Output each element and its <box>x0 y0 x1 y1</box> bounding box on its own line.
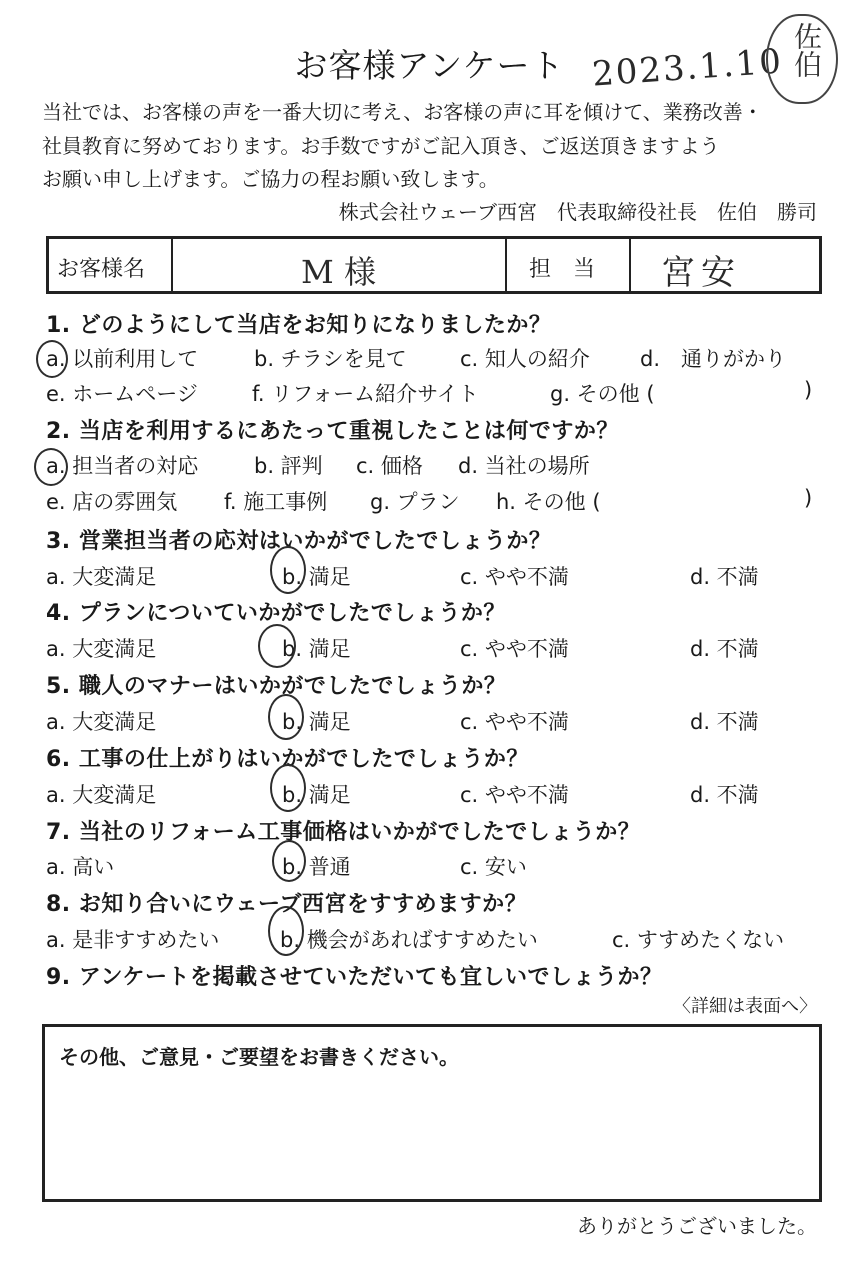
q1-option-e[interactable]: e. ホームページ <box>46 382 198 406</box>
question-9: 9. アンケートを掲載させていただいても宜しいでしょうか？ <box>46 965 663 990</box>
q5-option-b[interactable]: b. 満足 <box>282 710 351 734</box>
customer-info-table <box>46 236 822 294</box>
q7-answer-mark <box>272 840 306 882</box>
q2-option-b[interactable]: b. 評判 <box>254 454 323 478</box>
q3-answer-mark <box>270 546 306 594</box>
q7-option-c[interactable]: c. 安い <box>460 855 527 879</box>
intro-line-1: 当社では、お客様の声を一番大切に考え、お客様の声に耳を傾けて、業務改善・ <box>42 100 763 124</box>
company-signature: 株式会社ウェーブ西宮 代表取締役社長 佐伯 勝司 <box>338 200 817 224</box>
q3-option-a[interactable]: a. 大変満足 <box>46 565 157 589</box>
customer-name-label: お客様名 <box>57 257 146 282</box>
q6-option-c[interactable]: c. やや不満 <box>460 783 569 807</box>
q2-option-h-close: ) <box>804 486 813 510</box>
question-2: 2. 当店を利用するにあたって重視したことは何ですか？ <box>46 419 619 444</box>
staff-label: 担 当 <box>529 257 596 282</box>
q8-answer-mark <box>268 906 304 956</box>
customer-name-label-cell <box>49 239 173 291</box>
q2-option-d[interactable]: d. 当社の場所 <box>458 454 590 478</box>
intro-line-2: 社員教育に努めております。お手数ですがご記入頂き、ご返送頂きますよう <box>42 134 720 158</box>
staff-label-cell <box>507 239 631 291</box>
question-6: 6. 工事の仕上がりはいかがでしたでしょうか？ <box>46 747 529 772</box>
q4-option-d[interactable]: d. 不満 <box>690 637 759 661</box>
question-8: 8. お知り合いにウェーブ西宮をすすめますか？ <box>46 892 528 917</box>
comments-box[interactable] <box>42 1024 822 1202</box>
q1-option-g-close: ) <box>804 378 813 402</box>
q1-option-a[interactable]: a. 以前利用して <box>46 347 199 371</box>
q8-option-c[interactable]: c. すすめたくない <box>612 928 785 952</box>
q1-option-g[interactable]: g. その他 ( <box>550 382 655 406</box>
question-7: 7. 当社のリフォーム工事価格はいかがでしたでしょうか？ <box>46 820 641 845</box>
q4-answer-mark <box>258 624 296 668</box>
q6-option-d[interactable]: d. 不満 <box>690 783 759 807</box>
q7-option-b[interactable]: b. 普通 <box>282 855 351 879</box>
q1-answer-mark <box>36 340 68 378</box>
q1-option-c[interactable]: c. 知人の紹介 <box>460 347 590 371</box>
question-3: 3. 営業担当者の応対はいかがでしたでしょうか？ <box>46 529 552 554</box>
q6-option-b[interactable]: b. 満足 <box>282 783 351 807</box>
staff-name-field[interactable] <box>631 239 819 291</box>
q4-option-b[interactable]: b. 満足 <box>282 637 351 661</box>
q6-answer-mark <box>270 764 306 812</box>
seal-stamp-text: 佐伯 <box>790 22 823 78</box>
survey-title: お客様アンケート <box>294 46 565 85</box>
staff-name-value: 宮安 <box>661 253 741 293</box>
q1-option-d[interactable]: d. 通りがかり <box>640 347 787 371</box>
q5-option-a[interactable]: a. 大変満足 <box>46 710 157 734</box>
q9-note: 〈詳細は表面へ〉 <box>673 996 817 1017</box>
q3-option-d[interactable]: d. 不満 <box>690 565 759 589</box>
q2-option-a[interactable]: a. 担当者の対応 <box>46 454 199 478</box>
handwritten-date: 2023.1.10 <box>590 41 785 95</box>
q6-option-a[interactable]: a. 大変満足 <box>46 783 157 807</box>
q5-option-d[interactable]: d. 不満 <box>690 710 759 734</box>
q4-option-a[interactable]: a. 大変満足 <box>46 637 157 661</box>
q3-option-b[interactable]: b. 満足 <box>282 565 351 589</box>
thanks-text: ありがとうございました。 <box>577 1214 817 1238</box>
customer-name-value: M 様 <box>301 253 376 291</box>
seal-stamp <box>766 14 838 104</box>
q5-answer-mark <box>268 694 304 740</box>
q1-option-b[interactable]: b. チラシを見て <box>254 347 407 371</box>
q3-option-c[interactable]: c. やや不満 <box>460 565 569 589</box>
customer-name-field[interactable] <box>173 239 507 291</box>
q2-option-e[interactable]: e. 店の雰囲気 <box>46 490 178 514</box>
q5-option-c[interactable]: c. やや不満 <box>460 710 569 734</box>
intro-line-3: お願い申し上げます。ご協力の程お願い致します。 <box>42 167 499 191</box>
q2-option-f[interactable]: f. 施工事例 <box>224 490 328 514</box>
q2-answer-mark <box>34 448 68 486</box>
q2-option-h[interactable]: h. その他 ( <box>496 490 601 514</box>
q1-option-f[interactable]: f. リフォーム紹介サイト <box>252 382 479 406</box>
q2-option-c[interactable]: c. 価格 <box>356 454 423 478</box>
q8-option-b[interactable]: b. 機会があればすすめたい <box>280 928 538 952</box>
question-5: 5. 職人のマナーはいかがでしたでしょうか？ <box>46 674 507 699</box>
q2-option-g[interactable]: g. プラン <box>370 490 460 514</box>
question-4: 4. プランについていかがでしたでしょうか？ <box>46 601 506 626</box>
comments-label: その他、ご意見・ご要望をお書きください。 <box>59 1045 459 1069</box>
q7-option-a[interactable]: a. 高い <box>46 855 115 879</box>
question-1: 1. どのようにして当店をお知りになりましたか？ <box>46 313 552 338</box>
q4-option-c[interactable]: c. やや不満 <box>460 637 569 661</box>
q8-option-a[interactable]: a. 是非すすめたい <box>46 928 220 952</box>
